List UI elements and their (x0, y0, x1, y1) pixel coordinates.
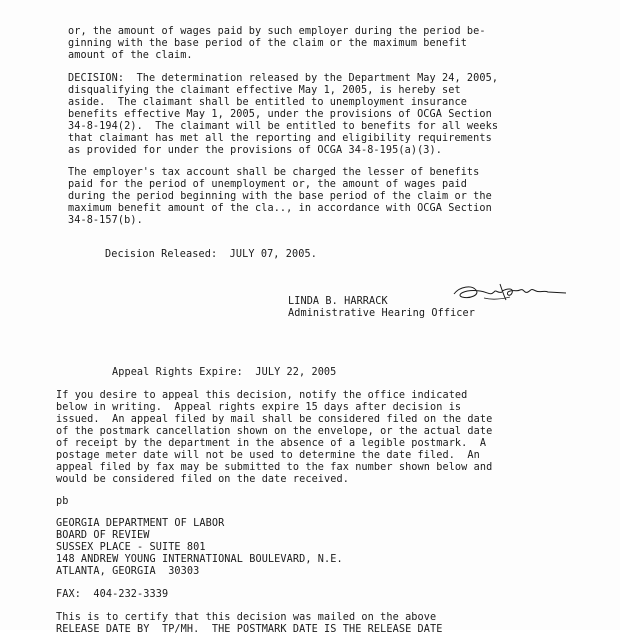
appeal-line: below in writing. Appeal rights expire 15 days after decision is (56, 402, 462, 413)
address-line: 148 ANDREW YOUNG INTERNATIONAL BOULEVARD, N.E. (56, 554, 343, 565)
continuation-line: or, the amount of wages paid by such employer during the period be- (68, 26, 486, 37)
employer-line: The employer's tax account shall be charged the lesser of benefits (68, 167, 480, 178)
officer-name: LINDA B. HARRACK (288, 296, 388, 307)
continuation-line: ginning with the base period of the claim or the maximum benefit (68, 38, 467, 49)
decision-line: disqualifying the claimant effective May 1, 2005, is hereby set (68, 85, 461, 96)
employer-line: maximum benefit amount of the cla.., in accordance with OCGA Section (68, 203, 492, 214)
continuation-line: amount of the claim. (68, 50, 193, 61)
appeal-line: postage meter date will not be used to determine the date filed. An (56, 450, 480, 461)
decision-line: DECISION: The determination released by the Department May 24, 2005, (68, 73, 499, 84)
appeal-line: would be considered filed on the date received. (56, 474, 349, 485)
employer-line: during the period beginning with the base period of the claim or the (68, 191, 492, 202)
employer-line: paid for the period of unemployment or, the amount of wages paid (68, 179, 467, 190)
appeal-line: If you desire to appeal this decision, notify the office indicated (56, 390, 468, 401)
appeal-line: of the postmark cancellation shown on the envelope, or the actual date (56, 426, 493, 437)
decision-line: as provided for under the provisions of OCGA 34-8-195(a)(3). (68, 145, 443, 156)
employer-line: 34-8-157(b). (68, 215, 143, 226)
decision-line: that claimant has met all the reporting and eligibility requirements (68, 133, 492, 144)
typist-initials: pb (56, 496, 69, 507)
decision-line: 34-8-194(2). The claimant will be entitled to benefits for all weeks (68, 121, 499, 132)
address-line: ATLANTA, GEORGIA 30303 (56, 566, 200, 577)
decision-released: Decision Released: JULY 07, 2005. (105, 249, 317, 260)
signature-image (450, 280, 570, 304)
certify-line: RELEASE DATE BY TP/MH. THE POSTMARK DATE IS THE RELEASE DATE (56, 624, 443, 635)
appeal-line: appeal filed by fax may be submitted to the fax number shown below and (56, 462, 493, 473)
fax-number: FAX: 404-232-3339 (56, 589, 169, 600)
appeal-rights-expire: Appeal Rights Expire: JULY 22, 2005 (112, 367, 337, 378)
officer-title: Administrative Hearing Officer (288, 308, 476, 319)
address-line: BOARD OF REVIEW (56, 530, 150, 541)
appeal-line: of receipt by the department in the absence of a legible postmark. A (56, 438, 487, 449)
address-line: GEORGIA DEPARTMENT OF LABOR (56, 518, 225, 529)
decision-line: benefits effective May 1, 2005, under the provisions of OCGA Section (68, 109, 492, 120)
decision-line: aside. The claimant shall be entitled to unemployment insurance (68, 97, 467, 108)
certify-line: This is to certify that this decision was mailed on the above (56, 612, 437, 623)
appeal-line: issued. An appeal filed by mail shall be considered filed on the date (56, 414, 493, 425)
address-line: SUSSEX PLACE - SUITE 801 (56, 542, 206, 553)
